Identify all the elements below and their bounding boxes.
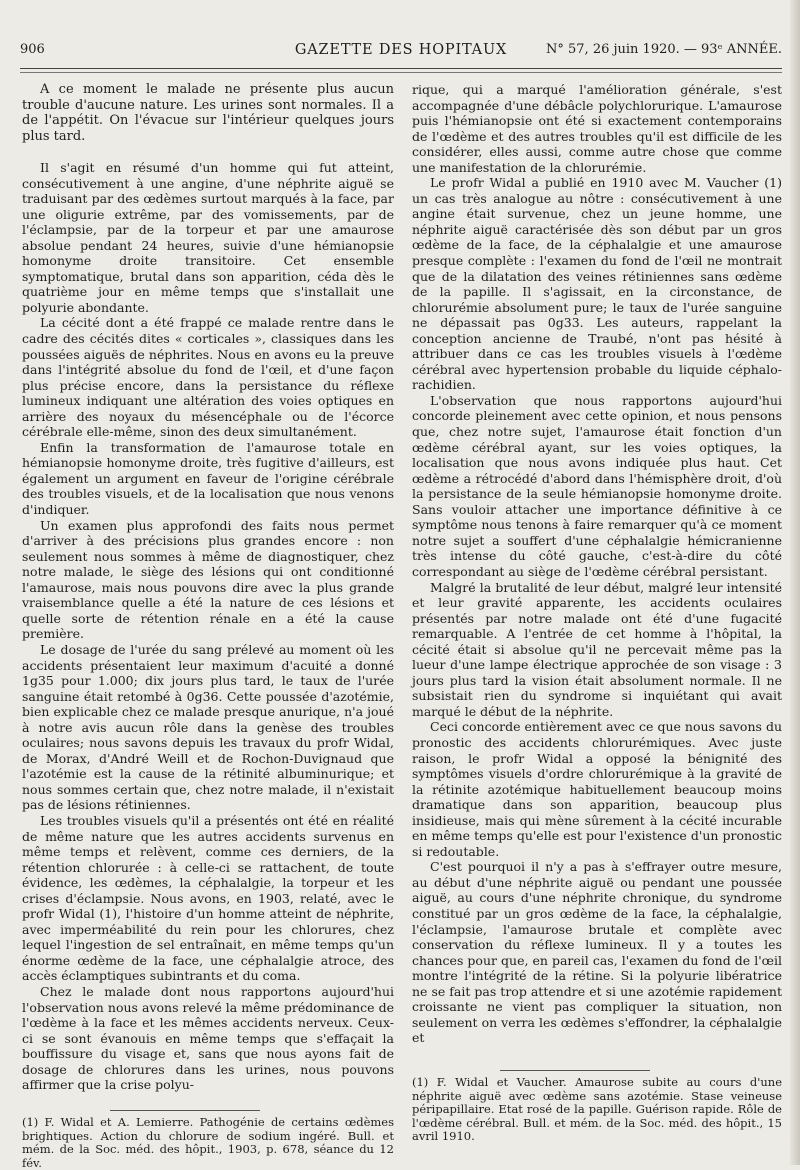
paragraph: Chez le malade dont nous rapportons aujourd'hui l'observation nous avons relevé la même prédominance de l'œdème à la face et les mêmes accidents nerveux. Ceux-ci se sont évanouis en même temps que s'effaçait la bouffissure du visage et, sans que nous ayons fait de dosage de chlorures dans les urines, nous pouvons affirmer que la crise polyu-	[22, 983, 394, 1093]
footnote-right: (1) F. Widal et Vaucher. Amaurose subite au cours d'une néphrite aiguë avec œdème sans azotémie. Stase veineuse péripapillaire. Etat rosé de la papille. Guérison rapide. Rôle de l'œdème cérébral. Bull. et mém. de la Soc. méd. des hôpit., 15 avril 1910.	[412, 1075, 782, 1143]
footnote-rule	[500, 1070, 650, 1071]
paragraph: Un examen plus approfondi des faits nous permet d'arriver à des précisions plus grandes encore : non seulement nous sommes à même de diagnostiquer, chez notre malade, le siège des lésions qui ont conditionné l'amaurose, mais nous pouvons dire avec la plus grande vraisemblance quelle a été la nature de ces lésions et quelle sorte de rétention rénale en a été la cause première.	[22, 517, 394, 642]
paragraph: C'est pourquoi il n'y a pas à s'effrayer outre mesure, au début d'une néphrite aiguë ou pendant une poussée aiguë, au cours d'une néphrite chronique, du syndrome constitué par un gros œdème de la face, la céphalalgie, l'éclampsie, l'amaurose brutale et complète avec conservation du réflexe lumineux. Il y a toutes les chances pour que, en pareil cas, l'examen du fond de l'œil montre l'intégrité de la rétine. Si la polyurie libératrice ne se fait pas trop attendre et si une azotémie rapidement croissante ne vient pas compliquer la situation, non seulement on verra les œdèmes s'effondrer, la céphalalgie et	[412, 859, 782, 1046]
page-number: 906	[20, 42, 45, 57]
paragraph: Ceci concorde entièrement avec ce que nous savons du pronostic des accidents chlorurémiques. Avec juste raison, le profr Widal a opposé la bénignité des symptômes visuels d'ordre chlorurémique à la gravité de la rétinite azotémique habituellement beaucoup moins dramatique dans son apparition, beaucoup plus insidieuse, mais qui mène sûrement à la cécité incurable en même temps qu'elle est pour l'existence d'un pronostic si redoutable.	[412, 719, 782, 859]
paragraph: Enfin la transformation de l'amaurose totale en hémianopsie homonyme droite, très fugitive d'ailleurs, est également un argument en faveur de l'origine cérébrale des troubles visuels, et de la localisation que nous venons d'indiquer.	[22, 439, 394, 518]
paragraph: Malgré la brutalité de leur début, malgré leur intensité et leur gravité apparente, les accidents oculaires présentés par notre malade ont été d'une fugacité remarquable. A l'entrée de cet homme à l'hôpital, la cécité était si absolue qu'il ne percevait même pas la lueur d'une lampe électrique approchée de son visage : 3 jours plus tard la vision était absolument normale. Il ne subsistait rien du syndrome si inquiétant qui avait marqué le début de la néphrite.	[412, 579, 782, 719]
footnote-left: (1) F. Widal et A. Lemierre. Pathogénie de certains œdèmes brightiques. Action du chlorure de sodium ingéré. Bull. et mém. de la Soc. méd. des hôpit., 1903, p. 678, séance du 12 fév.	[22, 1115, 394, 1170]
paragraph: Le dosage de l'urée du sang prélevé au moment où les accidents présentaient leur maximum d'acuité a donné 1g35 pour 1.000; dix jours plus tard, le taux de l'urée sanguine était retombé à 0g36. Cette poussée d'azotémie, bien explicable chez ce malade presque anurique, n'a joué à notre avis aucun rôle dans la genèse des troubles oculaires; nous savons depuis les travaux du profr Widal, de Morax, d'André Weill et de Rochon-Duvignaud que l'azotémie est la cause de la rétinité albuminurique; et nous sommes certain que, chez notre malade, il n'existait pas de lésions rétiniennes.	[22, 641, 394, 813]
header-rule-thin	[20, 72, 782, 73]
paragraph: La cécité dont a été frappé ce malade rentre dans le cadre des cécités dites « corticales », classiques dans les poussées aiguës de néphrites. Nous en avons eu la preuve dans l'intégrité absolue du fond de l'œil, et d'une façon plus précise encore, dans la persistance du réflexe lumineux indiquant une altération des voies optiques en arrière des noyaux du mésencéphale ou de l'écorce cérébrale elle-même, sinon des deux simultanément.	[22, 315, 394, 440]
paragraph: Le profr Widal a publié en 1910 avec M. Vaucher (1) un cas très analogue au nôtre : consécutivement à une angine était survenue, chez un jeune homme, une néphrite aiguë caractérisée dès son début par un gros œdème de la face, de la céphalalgie et une amaurose presque complète : l'examen du fond de l'œil ne montrait que de la dilatation des veines rétiniennes sans œdème de la papille. Il s'agissait, en la circonstance, de chlorurémie absolument pure; le taux de l'urée sanguine ne dépassait pas 0g33. Les auteurs, rappelant la conception ancienne de Traubé, n'ont pas hésité à attribuer dans ce cas les troubles visuels à l'œdème cérébral avec hypertension probable du liquide céphalo-rachidien.	[412, 175, 782, 393]
journal-title: GAZETTE DES HOPITAUX	[294, 42, 508, 58]
page-edge-shadow	[790, 0, 800, 1165]
paragraph: A ce moment le malade ne présente plus aucun trouble d'aucune nature. Les urines sont normales. Il a de l'appétit. On l'évacue sur l'intérieur quelques jours plus tard.	[22, 82, 394, 144]
paragraph: L'observation que nous rapportons aujourd'hui concorde pleinement avec cette opinion, et nous pensons que, chez notre sujet, l'amaurose était fonction d'un œdème cérébral ayant, sur les voies optiques, la localisation que nous avons indiquée plus haut. Cet œdème a rétrocédé d'abord dans l'hémisphère droit, d'où la persistance de la seule hémianopsie homonyme droite. Sans vouloir attacher une importance définitive à ce symptôme nous tenons à faire remarquer qu'à ce moment notre sujet a souffert d'une céphalalgie hémicranienne très intense du côté gauche, c'est-à-dire du côté correspondant au siège de l'œdème cérébral persistant.	[412, 392, 782, 579]
paragraph: rique, qui a marqué l'amélioration générale, s'est accompagnée d'une débâcle polychlorurique. L'amaurose puis l'hémianopsie ont été si exactement contemporains de l'œdème et des autres troubles qu'il est difficile de les considérer, elles aussi, comme autre chose que comme une manifestation de la chlorurémie.	[412, 82, 782, 175]
left-column	[22, 82, 394, 1093]
paragraph: Il s'agit en résumé d'un homme qui fut atteint, consécutivement à une angine, d'une néphrite aiguë se traduisant par des œdèmes surtout marqués à la face, par une oligurie extrême, par des vomissements, par de l'éclampsie, par de la torpeur et par une amaurose absolue pendant 24 heures, suivie d'une hémianopsie homonyme droite transitoire. Cet ensemble symptomatique, brutal dans son apparition, céda dès le quatrième jour en même temps que s'installait une polyurie abondante.	[22, 160, 394, 315]
page-header	[20, 42, 782, 64]
issue-info: N° 57, 26 juin 1920. — 93ᵉ ANNÉE.	[546, 42, 782, 57]
header-rule	[20, 68, 782, 69]
paragraph: Les troubles visuels qu'il a présentés ont été en réalité de même nature que les autres accidents survenus en même temps et relèvent, comme ces derniers, de la rétention chlorurée : à celle-ci se rattachent, de toute évidence, les œdèmes, la céphalalgie, la torpeur et les crises d'éclampsie. Nous avons, en 1903, relaté, avec le profr Widal (1), l'histoire d'un homme atteint de néphrite, avec imperméabilité du rein pour les chlorures, chez lequel l'ingestion de sel entraînait, en même temps qu'un énorme œdème de la face, une céphalalgie atroce, des accès éclamptiques subintrants et du coma.	[22, 812, 394, 984]
right-column	[412, 82, 782, 1046]
footnote-rule	[110, 1110, 260, 1111]
